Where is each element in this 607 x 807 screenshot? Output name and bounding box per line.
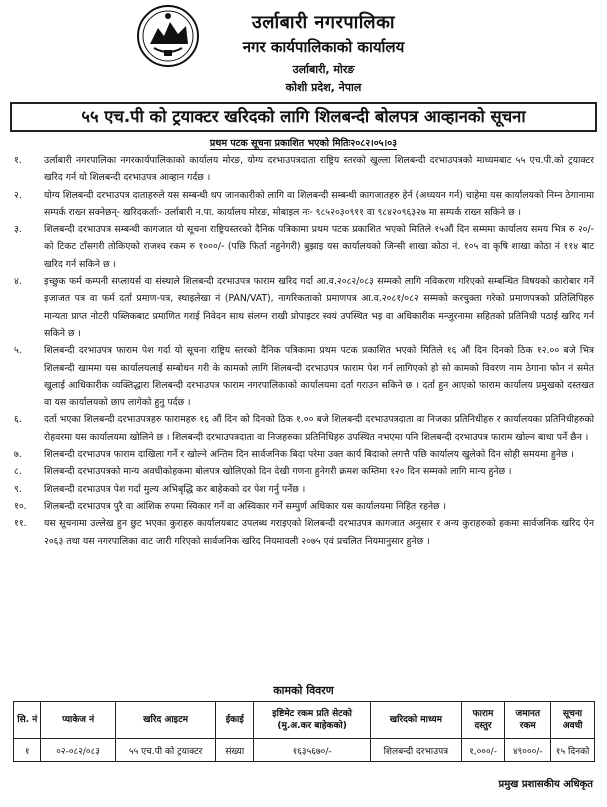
letterhead [0,0,607,100]
publish-date-line [0,136,607,149]
municipality-name: उर्लाबारी नगरपालिका [251,12,396,33]
item-number: १०. [14,500,27,512]
item-text: शिलबन्दी दरभाउपत्र फाराम पेश गर्दा यो सूचना राष्ट्रिय स्तरको दैनिक पत्रिकामा प्रथम पटक प्रकाशित भएको मितिले १६ औं दिन दिनको ठिक १२.०० बजे भित्र शिलबन्दी खाममा यस कार्यालयलाई सम्बोधन गरी के कामको लागि शिलबन्दी दरभाउपत्र फाराम पेश गर्न लागिएको हो सो कामको विवरण नाम ठेगाना फोन नं समेत खुलाई आधिकारीक व्यक्तिद्धारा शिलबन्दी दरभाउपत्र फाराम नगरपालिकाको कार्यालयमा दर्ता गराउन सकिने छ । दर्ता हुन आएको फाराम कार्यालय प्रमुखको दस्तखत वा यस कार्यालयको छाप लागेको हुनु पर्दछ । [44,345,594,409]
office-address: उर्लाबारी, मोरङ [292,63,355,76]
col-header: खरिद आइटम [115,702,216,739]
item-text: इच्छुक फर्म कम्पनी सप्लायर्स वा संस्थाले शिलबन्दी दरभाउपत्र फाराम खरिद गर्दा आ.व.२०८२/०८३ सम्मको लागि नविकरण गरिएको सम्बन्धित विषयको कारोबार गर्ने इजाजत पत्र वा फर्म दर्ता प्रमाण-पत्र, स्थाइलेखा नं (PAN/VAT), नागरिकताको प्रमाणपत्र आ.व.२०८१/०८२ सम्मको करचुक्ता गरेको प्रमाणपत्रको प्रतिलिपिहरु मान्यता प्राप्त नोटरी पब्लिकबाट प्रमाणित गराई निवेदन साथ संलग्न राखी प्रोपाइटर स्वयं उपस्थित भइ वा अधिकारीक मन्जुरनामा सहितको प्रतिनिधी पठाई खरिद गर्न सकिने छ । [44,276,594,339]
item-text: यस सूचनामा उल्लेख हुन छुट भएका कुराहरु कार्यालयबाट उपलब्ध गराइएको शिलबन्दी दरभाउपत्र कागजात अनुसार र अन्य कुराहरुको हकमा सार्वजनिक खरिद ऐन २०६३ तथा यस नगरपालिका वाट जारी गरिएको सार्वजनिक खरिद नियमावली २०७५ एवं प्रचलित नियमानुसार हुनेछ । [44,518,594,547]
list-item [14,342,594,411]
list-item [14,152,594,187]
item-text: शिलबन्दी दरभाउपत्रको मान्य अवधीकोहकमा बोलपत्र खोलिएको दिन देखी गणना हुनेगरी क्रमश कम्तिमा १२० दिन सम्मको लागि मान्य हुनेछ । [44,466,512,478]
col-header: खरिदको माध्यम [371,702,462,739]
table-cell: ०२-०८२/०८३ [41,739,115,762]
table-row [14,739,595,762]
item-text: उर्लाबारी नगरपालिका नगरकार्यपालिकाको कार्यालय मोरङ, योग्य दरभाउपत्रदाता राष्ट्रिय स्तरको खुल्ला शिलबन्दी दरभाउपत्रको माध्यमबाट ५५ एच.पी.को ट्रयाक्टर खरिद गर्न यो शिलबन्दी दरभाउपत्र आव्हान गर्दछ । [44,155,594,184]
item-number: २. [14,189,22,201]
col-header: सि. नं [14,702,41,739]
col-header: सूचना अवधी [551,702,595,739]
publish-date-text: प्रथम पटक सूचना प्रकाशित भएको मितिः२०८२।०५।०३ [209,138,398,149]
item-number: ६. [14,414,22,426]
list-item [14,515,594,550]
item-text: शिलबन्दी दरभाउपत्र पुरै वा आंशिक रुपमा स्विकार गर्ने वा अस्विकार गर्ने सम्पुर्ण अधिकार यस कार्यालयमा निहित रहनेछ । [44,500,447,512]
table-cell: १५ दिनको [551,739,595,762]
list-item [14,187,594,222]
item-number: ८. [14,466,22,478]
list-item [14,481,594,498]
col-header: फाराम दस्तुर [461,702,505,739]
list-item [14,498,594,515]
item-text: शिलबन्दी दरभाउपत्र सम्बन्धी कागजात यो सूचना राष्ट्रियस्तरको दैनिक पत्रिकामा प्रथम पटक प्रकाशित भएको मितिले १५औं दिन सम्ममा कार्यालय समय भित्र रु २०/- को टिकट टाँसगरी तोकिएको राजश्व रकम रु १०००/- (पछि फिर्ता नहुनेगरी) बुझाइ यस कार्यालयको जिन्सी शाखा कोठा नं. १०५ वा कृषि शाखा कोठा नं ११४ बाट खरिद गर्न सकिने छ । [44,224,594,270]
office-province: कोशी प्रदेश, नेपाल [285,81,362,94]
col-header: जमानत रकम [505,702,551,739]
list-item [14,411,594,446]
list-item [14,446,594,463]
item-text: शिलबन्दी दरभाउपत्र पेश गर्दा मुल्य अभिबृद्धि कर बाहेकको दर पेश गर्नु पर्नेछ । [44,483,306,495]
notice-items [14,152,594,550]
item-number: १. [14,155,22,166]
table-cell: संख्या [216,739,254,762]
item-text: योग्य शिलबन्दी दरभाउपत्र दाताहरुले यस सम्बन्धी थप जानकारीको लागि वा शिलबन्दी सम्बन्धी कागजातहरु हेर्न (अध्ययन गर्न) चाहेमा यस कार्यालयको निम्न ठेगानामा सम्पर्क राख्न सक्नेछन्- खरिदकर्ताः- उर्लाबारी न.पा. कार्यालय मोरङ, मोबाइल नः- ९८५२०३०९११ वा ९८४२०९६३२७ मा सम्पर्क राख्न सकिने छ । [44,189,594,218]
table-cell: ५५ एच.पी को ट्रयाक्टर [115,739,216,762]
notice-title: ५५ एच.पी को ट्रयाक्टर खरिदको लागि शिलबन्दी बोलपत्र आव्हानको सूचना [10,102,597,132]
item-text: दर्ता भएका शिलबन्दी दरभाउपत्रहरु फारामहरु १६ औं दिन को दिनको ठिक १.०० बजे शिलबन्दी दरभाउपत्रदाता वा निजका प्रतिनिधीहरु र कार्यालयका प्रतिनिधीहरुको रोहवरमा यस कार्यालयमा खोलिने छ । शिलबन्दी दरभाउपत्रदाता वा निजहरुका प्रतिनिधिहरु उपस्थित नभएमा पनि शिलबन्दी दरभाउपत्र फाराम खोल्न बाधा पर्ने छैन । [44,414,594,443]
table-cell: शिलबन्दी दरभाउपत्र [371,739,462,762]
item-text: शिलबन्दी दरभाउपत्र फाराम दाखिला गर्ने र खोल्ने अन्तिम दिन सार्वजनिक बिदा परेमा उक्त कार्य बिदाको लगत्तै पछि कार्यालय खुलेको दिन सोही समयमा हुनेछ । [44,449,574,461]
list-item [14,463,594,480]
item-number: ११. [14,518,27,530]
item-number: ३. [14,224,22,236]
table-cell: १ [14,739,41,762]
item-number: ५. [14,345,22,357]
col-header: इष्टिमेट रकम प्रति सेटको (मु.अ.कर बाहेकको) [254,702,371,739]
col-header: प्याकेज नं [41,702,115,739]
work-details-title: कामको विवरण [273,684,334,697]
work-details-table [13,701,595,762]
item-number: ७. [14,449,22,461]
table-cell: ४९०००/- [505,739,551,762]
table-cell: १६३५६७०/- [254,739,371,762]
list-item [14,273,594,342]
table-header-row [14,702,595,739]
table-cell: १,०००/- [461,739,505,762]
item-number: ९. [14,483,22,495]
signatory-title: प्रमुख प्रशासकीय अधिकृत [498,779,593,790]
list-item [14,221,594,273]
col-header: ईकाई [216,702,254,739]
office-name: नगर कार्यपालिकाको कार्यालय [242,38,405,56]
item-number: ४. [14,276,22,288]
